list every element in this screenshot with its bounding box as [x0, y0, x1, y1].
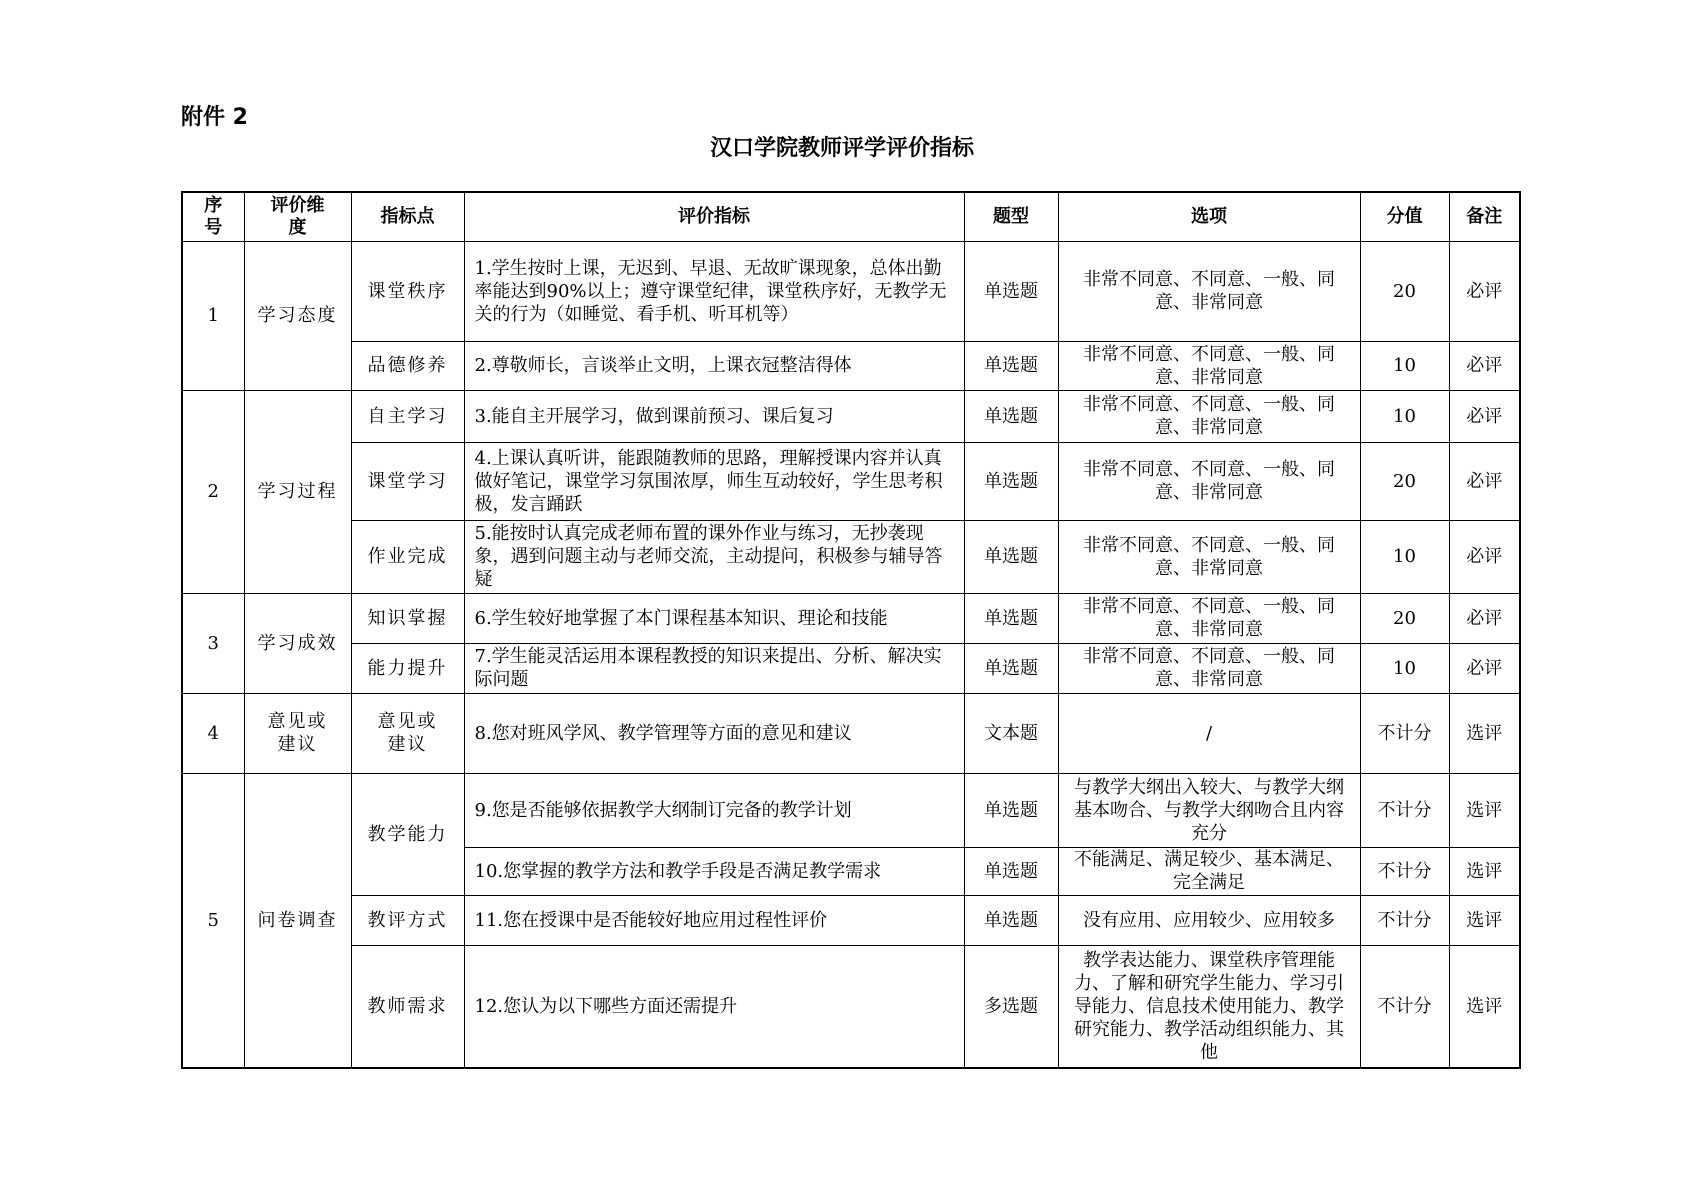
table-row — [182, 895, 1520, 945]
remark-cell: 必评 — [1449, 390, 1520, 442]
dimension-cell: 意见或建议 — [244, 693, 351, 773]
options-cell: 非常不同意、不同意、一般、同意、非常同意 — [1058, 341, 1360, 390]
type-cell: 单选题 — [964, 520, 1058, 593]
header-point: 指标点 — [351, 192, 464, 241]
point-cell: 品德修养 — [351, 341, 464, 390]
type-cell: 单选题 — [964, 895, 1058, 945]
table-row — [182, 241, 1520, 341]
type-cell: 单选题 — [964, 241, 1058, 341]
seq-cell: 5 — [182, 773, 244, 1068]
remark-cell: 必评 — [1449, 593, 1520, 643]
score-cell: 10 — [1360, 520, 1449, 593]
score-cell: 20 — [1360, 241, 1449, 341]
indicator-cell: 3.能自主开展学习，做到课前预习、课后复习 — [464, 390, 964, 442]
indicator-cell: 8.您对班风学风、教学管理等方面的意见和建议 — [464, 693, 964, 773]
seq-cell: 1 — [182, 241, 244, 390]
options-cell: 与教学大纲出入较大、与教学大纲基本吻合、与教学大纲吻合且内容充分 — [1058, 773, 1360, 847]
evaluation-table — [181, 191, 1521, 1069]
options-cell: 教学表达能力、课堂秩序管理能力、了解和研究学生能力、学习引导能力、信息技术使用能力、教学研究能力、教学活动组织能力、其他 — [1058, 945, 1360, 1068]
score-cell: 10 — [1360, 341, 1449, 390]
point-cell: 意见或建议 — [351, 693, 464, 773]
dimension-cell: 学习过程 — [244, 390, 351, 593]
seq-cell: 4 — [182, 693, 244, 773]
table-row — [182, 945, 1520, 1068]
header-row — [182, 192, 1520, 241]
seq-cell: 3 — [182, 593, 244, 693]
score-cell: 10 — [1360, 390, 1449, 442]
table-row — [182, 520, 1520, 593]
indicator-cell: 7.学生能灵活运用本课程教授的知识来提出、分析、解决实际问题 — [464, 643, 964, 693]
options-cell: 非常不同意、不同意、一般、同意、非常同意 — [1058, 643, 1360, 693]
table-row — [182, 773, 1520, 847]
score-cell: 不计分 — [1360, 945, 1449, 1068]
type-cell: 单选题 — [964, 341, 1058, 390]
options-cell: 非常不同意、不同意、一般、同意、非常同意 — [1058, 390, 1360, 442]
header-options: 选项 — [1058, 192, 1360, 241]
remark-cell: 必评 — [1449, 341, 1520, 390]
score-cell: 不计分 — [1360, 895, 1449, 945]
type-cell: 单选题 — [964, 390, 1058, 442]
table-row — [182, 442, 1520, 520]
options-cell: 非常不同意、不同意、一般、同意、非常同意 — [1058, 520, 1360, 593]
point-cell: 能力提升 — [351, 643, 464, 693]
remark-cell: 选评 — [1449, 693, 1520, 773]
remark-cell: 选评 — [1449, 895, 1520, 945]
options-cell: 非常不同意、不同意、一般、同意、非常同意 — [1058, 241, 1360, 341]
indicator-cell: 4.上课认真听讲，能跟随教师的思路，理解授课内容并认真做好笔记，课堂学习氛围浓厚，师生互动较好，学生思考积极，发言踊跃 — [464, 442, 964, 520]
indicator-cell: 2.尊敬师长，言谈举止文明，上课衣冠整洁得体 — [464, 341, 964, 390]
type-cell: 单选题 — [964, 442, 1058, 520]
type-cell: 单选题 — [964, 773, 1058, 847]
dimension-cell: 问卷调查 — [244, 773, 351, 1068]
table-row — [182, 693, 1520, 773]
indicator-cell: 5.能按时认真完成老师布置的课外作业与练习，无抄袭现象，遇到问题主动与老师交流，主动提问，积极参与辅导答疑 — [464, 520, 964, 593]
dimension-cell: 学习成效 — [244, 593, 351, 693]
table-row — [182, 390, 1520, 442]
point-cell: 知识掌握 — [351, 593, 464, 643]
page-title: 汉口学院教师评学评价指标 — [709, 136, 974, 161]
score-cell: 不计分 — [1360, 693, 1449, 773]
point-cell: 教师需求 — [351, 945, 464, 1068]
options-cell: 没有应用、应用较少、应用较多 — [1058, 895, 1360, 945]
remark-cell: 选评 — [1449, 773, 1520, 847]
point-cell: 课堂学习 — [351, 442, 464, 520]
header-score: 分值 — [1360, 192, 1449, 241]
remark-cell: 选评 — [1449, 945, 1520, 1068]
remark-cell: 必评 — [1449, 643, 1520, 693]
point-cell: 自主学习 — [351, 390, 464, 442]
options-cell: 不能满足、满足较少、基本满足、完全满足 — [1058, 847, 1360, 895]
remark-cell: 选评 — [1449, 847, 1520, 895]
indicator-cell: 12.您认为以下哪些方面还需提升 — [464, 945, 964, 1068]
point-cell: 作业完成 — [351, 520, 464, 593]
type-cell: 单选题 — [964, 593, 1058, 643]
score-cell: 不计分 — [1360, 847, 1449, 895]
options-cell: / — [1058, 693, 1360, 773]
indicator-cell: 9.您是否能够依据教学大纲制订完备的教学计划 — [464, 773, 964, 847]
point-cell: 课堂秩序 — [351, 241, 464, 341]
indicator-cell: 11.您在授课中是否能较好地应用过程性评价 — [464, 895, 964, 945]
header-remark: 备注 — [1449, 192, 1520, 241]
score-cell: 20 — [1360, 442, 1449, 520]
options-cell: 非常不同意、不同意、一般、同意、非常同意 — [1058, 442, 1360, 520]
header-seq: 序号 — [182, 192, 244, 241]
remark-cell: 必评 — [1449, 241, 1520, 341]
options-cell: 非常不同意、不同意、一般、同意、非常同意 — [1058, 593, 1360, 643]
score-cell: 20 — [1360, 593, 1449, 643]
seq-cell: 2 — [182, 390, 244, 593]
table-row — [182, 341, 1520, 390]
type-cell: 多选题 — [964, 945, 1058, 1068]
table-row — [182, 643, 1520, 693]
type-cell: 文本题 — [964, 693, 1058, 773]
header-dimension: 评价维度 — [244, 192, 351, 241]
table-row — [182, 593, 1520, 643]
score-cell: 不计分 — [1360, 773, 1449, 847]
dimension-cell: 学习态度 — [244, 241, 351, 390]
point-cell: 教评方式 — [351, 895, 464, 945]
header-indicator: 评价指标 — [464, 192, 964, 241]
score-cell: 10 — [1360, 643, 1449, 693]
header-type: 题型 — [964, 192, 1058, 241]
type-cell: 单选题 — [964, 847, 1058, 895]
type-cell: 单选题 — [964, 643, 1058, 693]
point-cell: 教学能力 — [351, 773, 464, 895]
indicator-cell: 1.学生按时上课，无迟到、早退、无故旷课现象，总体出勤率能达到90%以上；遵守课堂纪律，课堂秩序好，无教学无关的行为（如睡觉、看手机、听耳机等） — [464, 241, 964, 341]
indicator-cell: 10.您掌握的教学方法和教学手段是否满足教学需求 — [464, 847, 964, 895]
attachment-label: 附件 2 — [181, 105, 248, 130]
indicator-cell: 6.学生较好地掌握了本门课程基本知识、理论和技能 — [464, 593, 964, 643]
remark-cell: 必评 — [1449, 442, 1520, 520]
remark-cell: 必评 — [1449, 520, 1520, 593]
